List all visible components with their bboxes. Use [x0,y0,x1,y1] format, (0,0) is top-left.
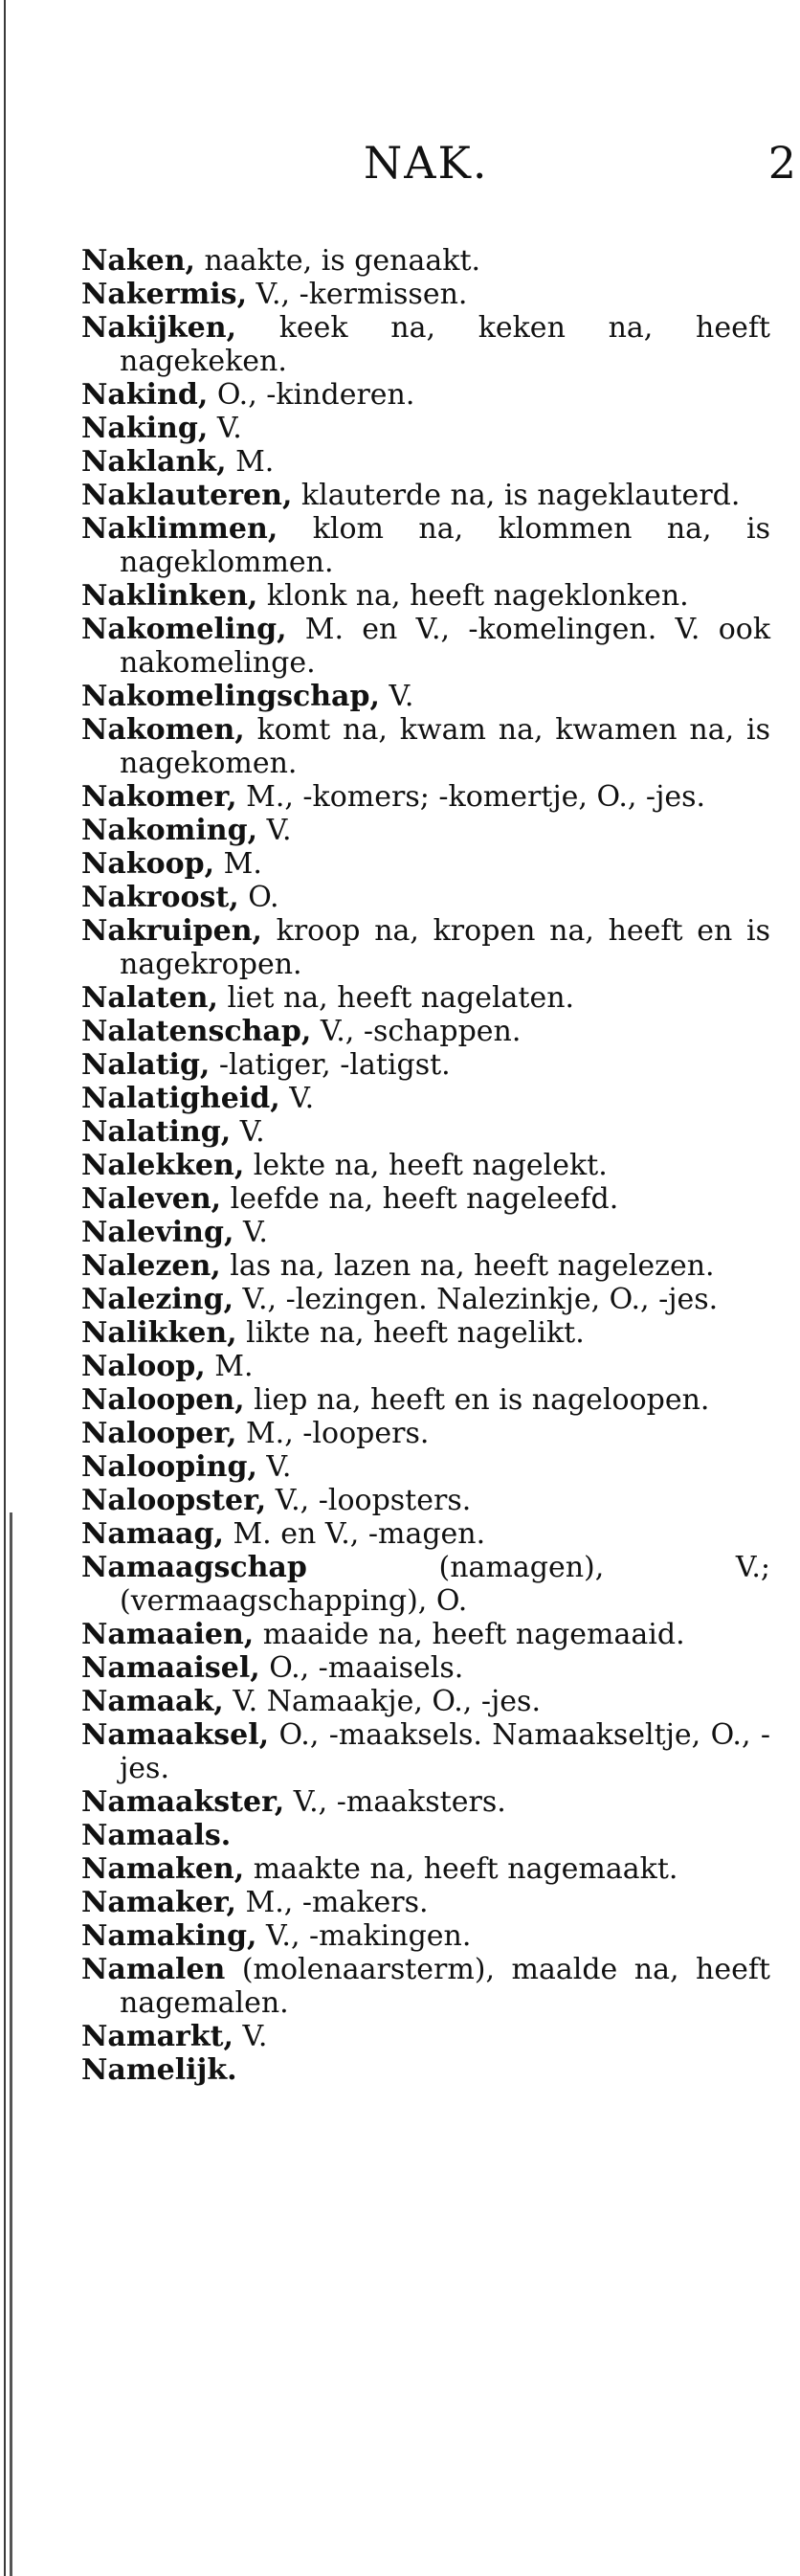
entry-headword: Nakomelingschap, [81,680,380,713]
dictionary-entry [81,847,770,881]
dictionary-entry [81,881,770,914]
dictionary-entry [81,2053,770,2087]
entry-headword: Nalaten, [81,981,218,1015]
dictionary-entry [81,512,770,579]
dictionary-entry [81,1919,770,1953]
entry-headword: Namaak, [81,1685,224,1718]
entry-definition: V., -loopsters. [266,1484,472,1517]
entry-definition: V. [279,1082,315,1115]
entry-definition: V., -makingen. [256,1919,472,1953]
dictionary-entry [81,378,770,412]
dictionary-entry [81,244,770,278]
entry-headword: Naklimmen, [81,512,278,546]
dictionary-entry [81,1015,770,1048]
entry-headword: Nalatenschap, [81,1015,312,1048]
entry-headword: Naleven, [81,1182,222,1216]
entry-definition: V. [256,1450,292,1484]
entry-headword: Nalatig, [81,1048,211,1082]
entry-headword: Namaker, [81,1886,236,1919]
entry-headword: Nakroost, [81,881,239,914]
entry-headword: Naloopen, [81,1383,245,1417]
entry-headword: Naklinken, [81,579,258,613]
entry-headword: Naloop, [81,1350,206,1383]
entry-definition: V., -schappen. [311,1015,522,1048]
dictionary-entry [81,1551,770,1618]
dictionary-entry [81,780,770,814]
entry-headword: Namaaksel, [81,1718,270,1752]
entry-definition: klauterde na, is nageklauterd. [292,479,741,512]
dictionary-entry [81,1852,770,1886]
entry-headword: Nalezing, [81,1283,234,1316]
entry-definition: naakte, is genaakt. [195,244,481,278]
entry-definition: komt na, kwam na, kwamen na, is nagekomen. [120,713,770,780]
entry-headword: Namaakster, [81,1785,285,1819]
dictionary-entry [81,1886,770,1919]
entry-definition: V. [379,680,414,713]
entry-definition: V. [257,814,292,847]
entry-headword: Nalezen, [81,1249,221,1283]
dictionary-entry [81,1082,770,1115]
dictionary-entry [81,1149,770,1182]
dictionary-entry [81,1953,770,2020]
dictionary-entry [81,1651,770,1685]
entry-definition: M., -loopers. [236,1417,430,1450]
dictionary-entry [81,1383,770,1417]
entry-definition: leefde na, heeft nageleefd. [221,1182,619,1216]
entry-definition: maaide na, heeft nagemaaid. [254,1618,685,1651]
entry-definition: keek na, keken na, heeft nagekeken. [120,311,770,378]
entry-headword: Namaken, [81,1852,245,1886]
left-margin-scan-edge [10,1512,12,2576]
entry-headword: Nakoop, [81,847,215,881]
entry-definition: V. Namaakje, O., -jes. [223,1685,541,1718]
dictionary-entry [81,412,770,445]
dictionary-entry [81,311,770,378]
dictionary-entry [81,1450,770,1484]
dictionary-entry [81,278,770,311]
entry-headword: Nakomen, [81,713,245,747]
entry-definition: O., -kinderen. [208,378,415,412]
left-margin-rule [4,0,6,2576]
entry-headword: Namalen [81,1953,226,1986]
dictionary-entry [81,1685,770,1718]
entry-definition: lekte na, heeft nagelekt. [244,1149,608,1182]
dictionary-entry [81,479,770,512]
dictionary-entry [81,1785,770,1819]
entry-headword: Nakind, [81,378,209,412]
entry-definition: likte na, heeft nagelikt. [236,1316,585,1350]
entry-headword: Namaking, [81,1919,257,1953]
entry-headword: Naloopster, [81,1484,267,1517]
entry-definition: M., -makers. [235,1886,429,1919]
dictionary-entry [81,1115,770,1149]
entry-headword: Nalooper, [81,1417,237,1450]
dictionary-entry [81,981,770,1015]
entry-headword: Nakoming, [81,814,258,847]
entry-definition: M. [226,445,275,479]
dictionary-entry [81,1417,770,1450]
entry-definition: liep na, heeft en is nageloopen. [244,1383,710,1417]
entry-headword: Naleving, [81,1216,234,1249]
entry-definition: M., -komers; -komertje, O., -jes. [236,780,706,814]
dictionary-entry [81,613,770,680]
entry-headword: Nakruipen, [81,914,262,948]
entry-definition: kroop na, kropen na, heeft en is nagekropen. [120,914,770,981]
dictionary-entry [81,713,770,780]
dictionary-entry [81,1484,770,1517]
entry-headword: Namaaien, [81,1618,255,1651]
entry-definition: M. en V., -komelingen. V. ook nakomelinge. [120,613,770,680]
entry-definition: V. [208,412,242,445]
dictionary-entries [81,244,770,2087]
entry-headword: Namaag, [81,1517,224,1551]
dictionary-entry [81,2020,770,2053]
entry-headword: Naking, [81,412,209,445]
page-header [0,134,800,191]
entry-definition: M. [214,847,262,881]
entry-headword: Nalekken, [81,1149,245,1182]
entry-definition: klonk na, heeft nageklonken. [257,579,689,613]
entry-headword: Nakermis, [81,278,248,311]
entry-headword: Naken, [81,244,195,278]
entry-headword: Nalikken, [81,1316,237,1350]
dictionary-entry [81,1048,770,1082]
entry-definition: M. [205,1350,254,1383]
entry-headword: Namelijk. [81,2053,237,2087]
entry-definition: (molenaarsterm), maalde na, heeft nagemalen. [120,1953,770,2020]
entry-definition: liet na, heeft nagelaten. [217,981,575,1015]
entry-headword: Nalooping, [81,1450,257,1484]
entry-headword: Namaagschap [81,1551,307,1584]
entry-definition: V., -maaksters. [284,1785,506,1819]
entry-definition: las na, lazen na, heeft nagelezen. [220,1249,715,1283]
entry-definition: V., -lezingen. Nalezinkje, O., -jes. [233,1283,719,1316]
dictionary-entry [81,680,770,713]
dictionary-entry [81,1517,770,1551]
entry-definition: O. [238,881,279,914]
page-number: 2 [767,137,796,189]
entry-headword: Namaaisel, [81,1651,260,1685]
dictionary-entry [81,1182,770,1216]
dictionary-entry [81,1249,770,1283]
entry-definition: -latiger, -latigst. [210,1048,451,1082]
dictionary-entry [81,1350,770,1383]
entry-headword: Nakomer, [81,780,237,814]
dictionary-entry [81,1283,770,1316]
entry-definition: V. [233,1216,268,1249]
entry-definition: maakte na, heeft nagemaakt. [244,1852,678,1886]
dictionary-entry [81,1718,770,1785]
entry-definition: V. [233,2020,268,2053]
dictionary-entry [81,579,770,613]
entry-definition: (namagen), V.; (vermaagschapping), O. [120,1551,770,1618]
entry-definition: V., -kermissen. [247,278,468,311]
entry-definition: klom na, klommen na, is nageklommen. [120,512,770,579]
dictionary-entry [81,1819,770,1852]
dictionary-entry [81,1618,770,1651]
entry-headword: Naklank, [81,445,227,479]
running-head: NAK. [364,137,489,189]
entry-headword: Nalatigheid, [81,1082,280,1115]
entry-headword: Naklauteren, [81,479,293,512]
entry-definition: M. en V., -magen. [223,1517,486,1551]
entry-definition: V. [231,1115,265,1149]
dictionary-entry [81,445,770,479]
entry-headword: Nalating, [81,1115,232,1149]
dictionary-entry [81,814,770,847]
entry-definition: O., -maaisels. [259,1651,464,1685]
dictionary-entry [81,1216,770,1249]
entry-headword: Namaals. [81,1819,232,1852]
entry-headword: Nakijken, [81,311,237,345]
entry-headword: Nakomeling, [81,613,287,646]
entry-definition: O., -maaksels. Namaakseltje, O., -jes. [120,1718,770,1785]
entry-headword: Namarkt, [81,2020,233,2053]
dictionary-entry [81,914,770,981]
dictionary-entry [81,1316,770,1350]
